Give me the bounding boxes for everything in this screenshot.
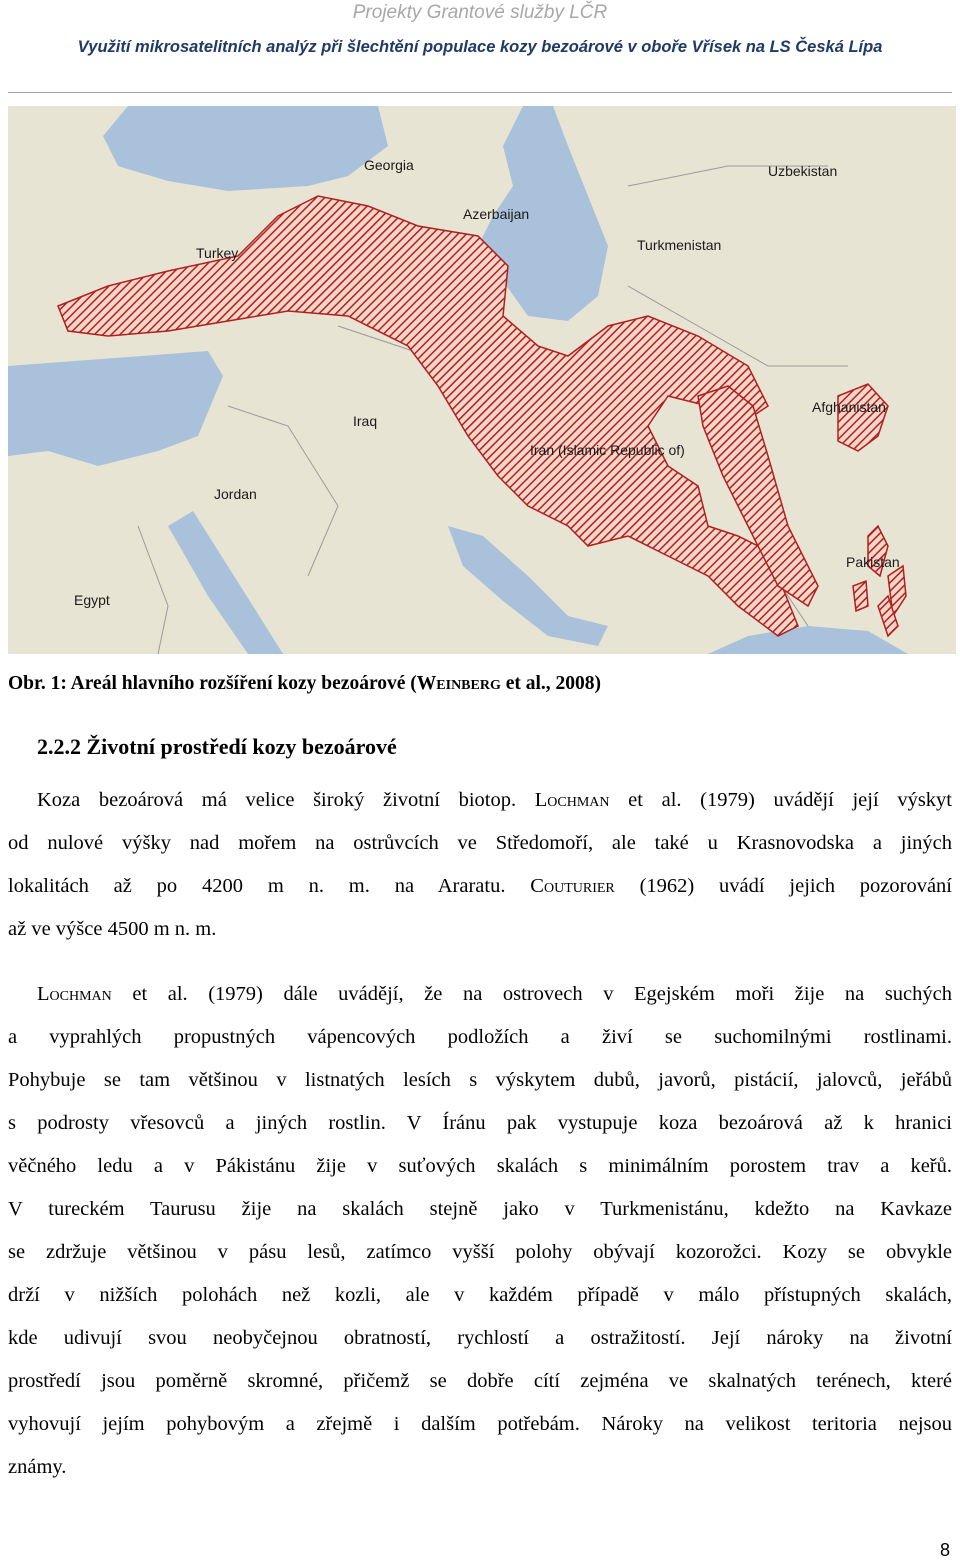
header-divider (8, 92, 952, 93)
paragraph-2-line: vyhovují jejím pohybovým a zřejmě i dalším potřebám. Nároky na velikost teritoria nejsou (8, 1413, 952, 1435)
paragraph-1-line: lokalitách až po 4200 m n. m. na Araratu. Couturier (1962) uvádí jejich pozorování (8, 875, 953, 897)
paragraph-2-line: kde udivují svou neobyčejnou obratností, rychlostí a ostražitostí. Její nároky na životní (8, 1327, 952, 1349)
map-label-jordan: Jordan (214, 486, 257, 502)
range-map (8, 106, 956, 654)
paragraph-1-line: od nulové výšky nad mořem na ostrůvcích ve Středomoří, ale také u Krasnovodska a jiných (8, 832, 952, 854)
paragraph-2-line: Lochman et al. (1979) dále uvádějí, že na ostrovech v Egejském moři žije na suchých (37, 983, 952, 1005)
paragraph-2-line: prostředí jsou poměrně skromné, přičemž se dobře cítí zejména ve skalnatých terénech, které (8, 1370, 952, 1392)
paragraph-2-line: drží v nižších polohách než kozli, ale v každém případě v málo přístupných skalách, (8, 1284, 952, 1306)
paragraph-1-line: Koza bezoárová má velice široký životní biotop. Lochman et al. (1979) uvádějí její výskyt (37, 789, 952, 811)
paragraph-1-line: až ve výšce 4500 m n. m. (8, 918, 217, 940)
paragraph-2-line: s podrosty vřesovců a jiných rostlin. V Íránu pak vystupuje koza bezoárová až k hranici (8, 1112, 952, 1134)
map-label-iraq: Iraq (353, 413, 378, 429)
header-title: Využití mikrosatelitních analýz při šlechtění populace kozy bezoárové v oboře Vřísek na LS Česká Lípa (77, 38, 883, 56)
section-heading: 2.2.2 Životní prostředí kozy bezoárové (37, 734, 397, 759)
map-label-iran: Iran (Islamic Republic of) (530, 442, 685, 458)
map-label-uzbekistan: Uzbekistan (768, 163, 838, 179)
map-label-turkey: Turkey (196, 245, 239, 261)
page-number: 8 (939, 1540, 950, 1560)
paragraph-2 (8, 973, 952, 1489)
map-label-turkmenistan: Turkmenistan (637, 237, 722, 253)
paragraph-2-line: známy. (8, 1456, 67, 1478)
paragraph-2-line: V tureckém Taurusu žije na skalách stejně jako v Turkmenistánu, kdežto na Kavkaze (8, 1198, 952, 1220)
paragraph-2-line: a vyprahlých propustných vápencových podložích a živí se suchomilnými rostlinami. (8, 1026, 952, 1048)
paragraph-1 (8, 779, 952, 951)
map-label-georgia: Georgia (364, 157, 414, 173)
paragraph-2-line: věčného ledu a v Pákistánu žije v suťových skalách s minimálním porostem trav a keřů. (8, 1155, 952, 1177)
map-label-afghanistan: Afghanistan (812, 399, 886, 415)
paragraph-2-line: se zdržuje většinou v pásu lesů, zatímco vyšší polohy obývají kozorožci. Kozy se obvykle (8, 1241, 952, 1263)
range-map-svg (8, 106, 956, 654)
figure-caption: Obr. 1: Areál hlavního rozšíření kozy bezoárové (Weinberg et al., 2008) (8, 673, 602, 694)
paragraph-2-line: Pohybuje se tam většinou v listnatých lesích s výskytem dubů, javorů, pistácií, jalovců, jeřábů (8, 1069, 952, 1091)
header-project: Projekty Grantové služby LČR (352, 2, 608, 23)
map-label-pakistan: Pakistan (846, 554, 900, 570)
map-label-azerbaijan: Azerbaijan (463, 206, 530, 222)
map-label-egypt: Egypt (74, 592, 110, 608)
